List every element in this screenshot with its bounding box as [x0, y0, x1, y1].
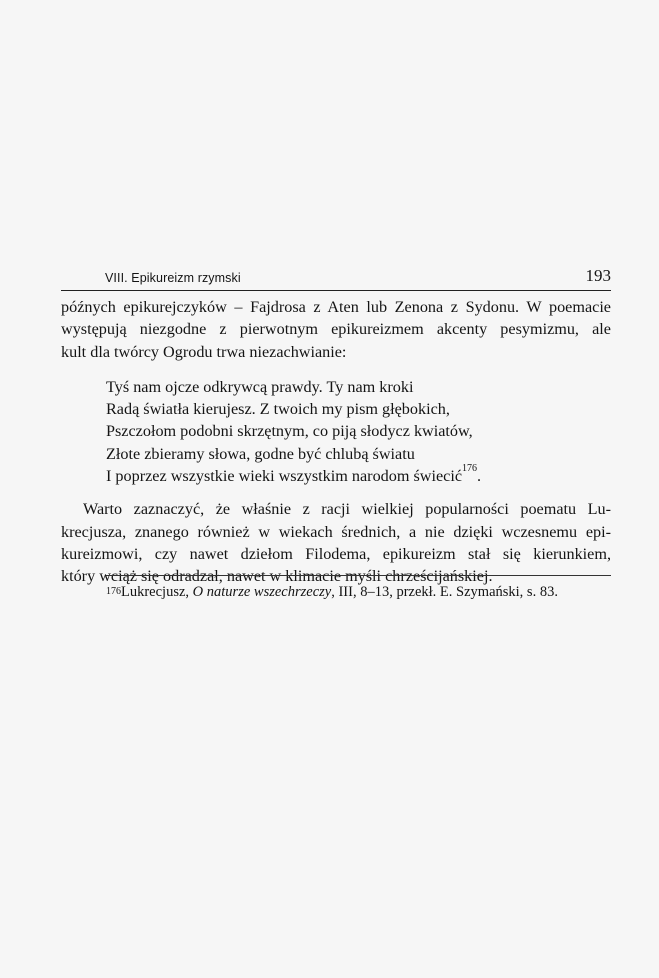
header-rule — [61, 290, 611, 291]
page-header — [61, 266, 611, 290]
footnote-citation: , III, 8–13, przekł. E. Szymański, s. 83. — [331, 584, 558, 600]
paragraph-line: występują niezgodne z pierwotnym epikureizmem akcenty pesymizmu, ale — [61, 320, 611, 339]
paragraph-1 — [61, 296, 611, 363]
footnote-work-title: O naturze wszechrzeczy — [192, 584, 332, 600]
paragraph-line: późnych epikurejczyków – Fajdrosa z Aten lub Zenona z Sydonu. W poemacie — [61, 298, 611, 316]
paragraph-line: który wciąż się odradzał, nawet w klimacie myśli chrześcijańskiej. — [61, 567, 493, 586]
poem-line: Złote zbieramy słowa, godne być chlubą światu — [106, 444, 415, 463]
footnote-author: Lukrecjusz, — [121, 584, 193, 600]
running-title: VIII. Epikureizm rzymski — [105, 271, 241, 285]
footnote-reference: 176 — [462, 463, 478, 475]
poem-end-punctuation: . — [477, 467, 482, 486]
footnote — [106, 582, 626, 602]
poem-quote — [106, 376, 611, 487]
poem-line: Tyś nam ojcze odkrywcą prawdy. Ty nam kroki — [106, 377, 414, 396]
poem-line: Radą światła kierujesz. Z twoich my pism głębokich, — [106, 400, 450, 419]
paragraph-line: Warto zaznaczyć, że właśnie z racji wielkiej popularności poematu Lu- — [83, 500, 611, 519]
paragraph-line: kureizmowi, czy nawet dziełom Filodema, epikureizm stał się kierunkiem, — [61, 544, 611, 563]
page-number: 193 — [585, 266, 611, 285]
paragraph-line: kult dla twórcy Ogrodu trwa niezachwianie: — [61, 342, 347, 361]
poem-line: Pszczołom podobni skrzętnym, co piją słodycz kwiatów, — [106, 422, 473, 441]
footnote-number: 176 — [106, 586, 121, 597]
poem-line: I poprzez wszystkie wieki wszystkim narodom świecić — [106, 467, 463, 486]
poem-last-line — [106, 465, 611, 487]
footnote-rule — [106, 575, 611, 576]
paragraph-line: krecjusza, znanego również w wiekach średnich, a nie dzięki wczesnemu epi- — [61, 522, 611, 541]
body-text — [61, 296, 611, 588]
